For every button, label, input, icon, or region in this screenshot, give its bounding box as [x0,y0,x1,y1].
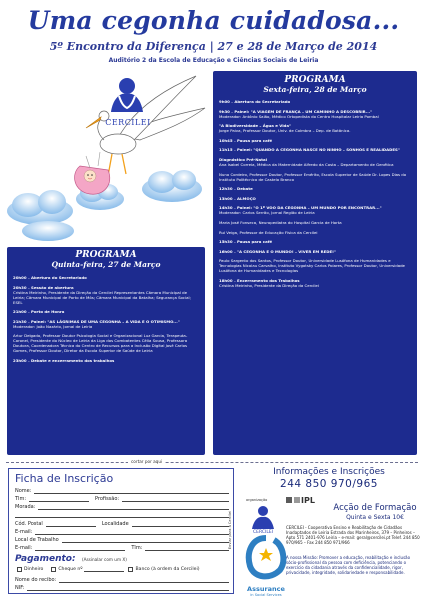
payment-row [15,567,229,572]
program-panel-friday [213,71,417,455]
entry-heading: Encerramento dos Trabalhos [237,277,300,283]
program-entry: 20h30 – Sessão de abertura Cristina Meirinho, Presidente da Direção da Cercilei Representantes Câmara Municipal de Leiria; Câmara Municipal de Porto de Mós; Câmara Municipal da Batalha; Segurança Social; ESEL [13,285,199,305]
program-entry: 9h00 – Abertura do Secretariado [219,99,291,104]
program-entry: 20h00 – Abertura do Secretariado [13,275,87,280]
profession-label: Profissão: [95,496,120,502]
program-entry [219,230,411,235]
program-entries [13,275,199,363]
cheque-checkbox[interactable] [51,567,56,572]
cercilei-logo [101,72,155,120]
baby-bundle-shape [75,152,110,194]
name-row [15,488,229,494]
nif-label: NIF: [15,585,25,591]
entry-time: 11h15 [219,147,233,153]
postal-label: Cód. Postal [15,521,43,527]
payment-note: (Assinalar com um X) [82,557,127,562]
program-entries [219,99,411,288]
program-entry: 12h30 – Debate [219,186,253,192]
entry-body: Rui Veiga, Professor de Educação Física da Cercilei [219,229,318,235]
entry-time: 12h30 [219,186,233,192]
program-day: Quinta-feira, 27 de Março [51,260,161,269]
email-field[interactable] [35,530,229,535]
receipt-label: Nome do recibo: [15,577,57,583]
program-entry: 13h00 – ALMOÇO [219,195,256,201]
address-field[interactable] [38,505,229,510]
entry-time: 9h00 [219,99,230,104]
profession-field[interactable] [122,497,229,502]
entry-heading: Porto de Honra [31,309,65,315]
phone-label-2: Tlm: [131,545,143,551]
cloud-shape [7,190,73,225]
workplace-label: Local de Trabalho [15,537,59,543]
program-entry [219,123,411,133]
cash-checkbox[interactable] [17,567,22,572]
vertical-note-text: Enviar para a Cercilei [228,510,232,550]
info-phone: 244 850 970/965 [280,478,378,490]
cercilei-logo-text: CERCILEI [105,118,151,127]
cut-line [6,462,418,463]
cash-label: Dinheiro [24,567,44,572]
email-field-2[interactable] [35,546,125,551]
entry-heading: "A CEGONHA E O MUNDO! – VIVER EM REDE!" [237,248,336,254]
locality-label: Localidade [101,521,129,527]
cercilei-small-logo [245,503,281,533]
cheque-label: Cheque nº [58,567,83,572]
address-field-2[interactable] [15,513,229,518]
entry-heading: Painel: "O 1º VOO DA CEGONHA – UM MUNDO POR ENCONTRAR..." [237,205,382,211]
entry-body: Maria José Fonseca, Neuropediatra do Hospital Garcia de Horta [219,219,342,225]
cloud-shape [142,170,202,202]
assurance-text: Assurance [247,585,285,593]
program-entry: 14h30 – Painel: "O 1º VOO DA CEGONHA – UM MUNDO POR ENCONTRAR..." Moderador: Carlos Serrão, Jornal Região de Leiria [219,205,411,215]
nif-field[interactable] [27,586,229,591]
nif-row [15,585,229,591]
program-entry: 11h15 – Painel: "QUANDO A CEGONHA NASCE NO NINHO – SONHOS E REALIDADES" [219,147,400,153]
postal-field[interactable] [46,522,96,527]
entry-heading: Abertura do Secretariado [234,99,291,104]
payment-title: Pagamento: [15,554,76,564]
info-title: Informações e Inscrições [273,467,385,477]
ipl-logo-text: IPL [301,496,315,505]
phone-label: Tlm: [15,496,26,502]
receipt-field[interactable] [59,578,229,583]
entry-heading: Pausa para café [237,137,273,143]
entry-heading: Diagnóstico Pré-Natal [219,156,267,162]
event-subtitle: 5º Encontro da Diferença | 27 e 28 de Março de 2014 [49,40,378,53]
assurance-sub: in Social Services [250,593,282,597]
program-entry [219,172,411,182]
bank-checkbox[interactable] [128,567,133,572]
program-entry: 18h00 – Encerramento dos Trabalhos Cristina Meirinho, Presidente da Direção da Cercilei [219,278,411,288]
entry-heading: "A Biodiversidade – Água e Vida" [219,123,291,129]
registration-form [8,468,234,594]
cercilei-contact: CERCILEI - Cooperativa Ensino e Reabilitação de Cidadãos Inadaptados de Leiria Estrada dos Marinheiros, 379 – Pinheiros – Apto 571 2401-976 Leiria – e-mail: geral@cercilei.pt Telef. 244 850 970/965 – Fax 244 850 971/966 [286,525,420,545]
entry-heading: Sessão de abertura [31,284,74,290]
entry-time: 9h30 [219,108,230,114]
workplace-field[interactable] [62,538,229,543]
address-row [15,504,229,510]
program-entry: 9h30 – Painel: "A VIAGEM DE FRANÇA – UM CAMINHO A DESCOBRIR..." Moderador: António Saião, Médico Ortopedista do Centro Hospitalar Leiria Pombal [219,109,411,119]
entry-heading: Painel: "AS LÁGRIMAS DE UMA CEGONHA – A VIDA E O OTIMISMO..." [31,318,180,324]
workplace-row [15,537,229,543]
program-entry [219,220,411,225]
entry-time: 21h00 [13,309,27,315]
entry-time: 15h30 [219,239,233,245]
receipt-row [15,577,229,583]
entry-heading: Painel: "A VIAGEM DE FRANÇA – UM CAMINHO A DESCOBRIR..." [234,108,373,114]
entry-body: Moderador: António Saião, Médico Ortopedista do Centro Hospitalar Leiria Pombal [219,113,379,119]
program-entry [219,258,411,273]
entry-heading: Painel: "QUANDO A CEGONHA NASCE NO NINHO – SONHOS E REALIDADES" [237,147,400,153]
email-label-2: E-mail: [15,545,33,551]
mission-blurb: A nossa Missão: Promover a educação, reabilitação e inclusão sócio-profissional da pessoa com deficiência, potenciando o exercício da cidadania através da confidencialidade, rigor, privacidade, integridade, solidariedade e responsabilidade. [286,555,411,575]
address-row-2 [15,513,229,518]
program-entry [13,333,199,353]
phone-row [15,496,229,502]
entry-heading: Abertura do Secretariado [31,275,87,280]
program-entry: 10h45 – Pausa para café [219,137,273,143]
locality-field[interactable] [132,522,229,527]
program-title: PROGRAMA [284,75,346,85]
entry-time: 14h30 [219,205,233,211]
program-day: Sexta-feira, 28 de Março [263,85,367,94]
program-entry: 21h00 – Porto de Honra [13,309,65,315]
entry-body: Nuno Cordeiro, Professor Doutor, Professor Emérito, Escola Superior de Saúde Dr. Lopes Dias do Instituto Politécnico de Castelo Branco [219,171,407,182]
program-entry [219,157,411,167]
entry-body: Paulo Sargento dos Santos, Professor Doutor, Universidade Lusófona de Humanidades e Tecnologias Nicolau Carvalho, Instituto Vygotsky Carlos Poiares, Professor Doutor, Universidade Lusófona de Humanidades e Tecnologias [219,258,405,274]
phone-field[interactable] [29,497,89,502]
entry-heading: Debate e encerramento dos trabalhos [31,357,115,363]
entry-body: Jorge Paiva, Professor Doutor, Univ. de Coimbra – Dep. de Botânica. [219,128,351,134]
cut-label: cortar por aqui [128,459,165,464]
address-label: Morada: [15,504,36,510]
entry-body: Moderador: Carlos Serrão, Jornal Região de Leiria [219,210,315,216]
entry-time: 16h00 [219,248,233,254]
entry-body: Cristina Meirinho, Presidente da Direção da Cercilei [219,282,319,288]
bank-label: Banco (à ordem da Cercilei) [135,567,200,572]
email-label: E-mail: [15,529,33,535]
entry-heading: Debate [237,186,253,192]
form-title: Ficha de Inscrição [15,472,114,485]
program-panel-thursday [7,247,205,455]
entry-body: Moderador: João Nazário, Jornal de Leiria [13,323,93,329]
entry-heading: ALMOÇO [237,195,256,201]
entry-body: Cristina Meirinho, Presidente da Direção da Cercilei Representantes Câmara Municipal de Leiria; Câmara Municipal de Porto de Mós; Câmara Municipal da Batalha; Segurança Social; ESEL [13,289,191,305]
program-entry: 16h00 – "A CEGONHA E O MUNDO! – VIVER EM REDE!" [219,248,336,254]
organization-label: organização [246,498,268,502]
postal-row [15,521,229,527]
entry-time: 23h00 [13,357,27,363]
program-entry: 21h30 – Painel: "AS LÁGRIMAS DE UMA CEGONHA – A VIDA E O OTIMISMO..." Moderador: João Nazário, Jornal de Leiria [13,319,199,329]
training-title: Acção de Formação [333,503,417,513]
name-label: Nome: [15,488,32,494]
email-row-2 [15,545,229,551]
entry-time: 20h30 [13,284,27,290]
entry-time: 20h00 [13,275,27,280]
form-vertical-note [226,470,234,596]
cloud-shape [22,221,74,241]
phone-field-2[interactable] [145,546,229,551]
email-row [15,529,229,535]
entry-heading: Pausa para café [237,239,273,245]
entry-time: 10h45 [219,137,233,143]
name-field[interactable] [34,489,229,494]
entry-body: Artur Delgado, Professor Doutor Psicologia Social e Organizacional Luz Garcia, Terapeuta-Coronel, Presidente do Núcleo de Leiria da Liga dos Combatentes Célia Sousa, Professora Doutora, Coordenadora Técnica do Centro de Recursos para a Inclusão Digital José Carlos Gomes, Professor Doutor, Diretor da Escola Superior de Saúde de Leiria [13,333,188,354]
program-entry: 15h30 – Pausa para café [219,239,273,245]
poster-title: Uma cegonha cuidadosa... [27,6,400,35]
entry-time: 18h00 [219,277,233,283]
program-entry: 23h00 – Debate e encerramento dos trabalhos [13,357,115,363]
cercilei-small-text: CERCILEI [252,530,274,535]
program-title: PROGRAMA [75,250,137,260]
entry-time: 13h00 [219,195,233,201]
entry-time: 21h30 [13,318,27,324]
training-price: Quinta e Sexta 10€ [346,514,404,521]
cheque-field[interactable] [84,567,124,572]
event-venue: Auditório 2 da Escola de Educação e Ciências Sociais de Leiria [108,57,319,64]
entry-body: Ana Isabel Correia, Médica da Maternidade Alfredo da Costa – Departamento de Genética [219,161,394,167]
